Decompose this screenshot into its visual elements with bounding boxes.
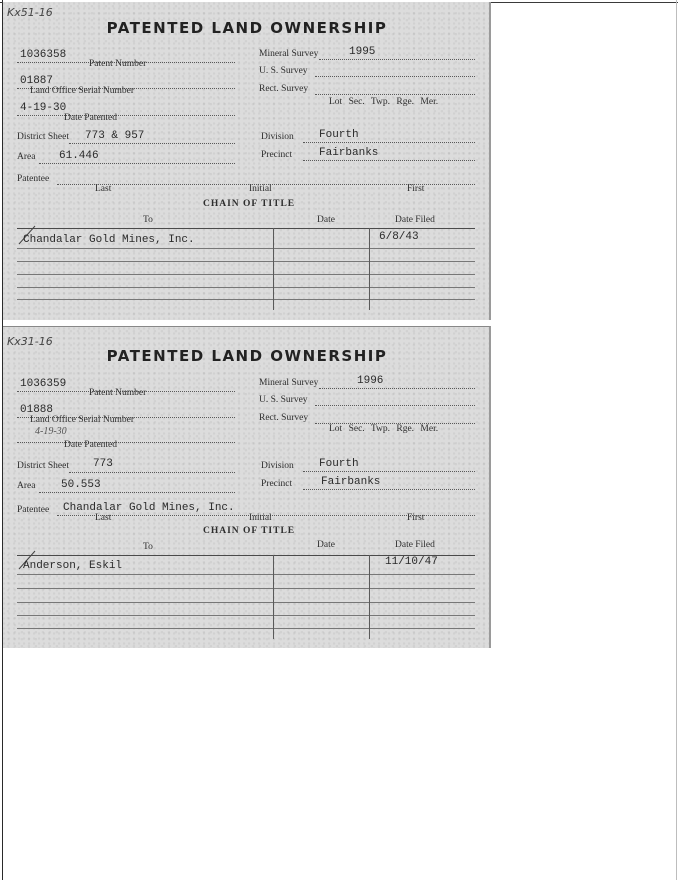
chain-of-title-heading: CHAIN OF TITLE xyxy=(203,526,296,536)
area-value: 61.446 xyxy=(59,150,99,162)
patentee-label: Patentee xyxy=(17,174,50,184)
precinct-value: Fairbanks xyxy=(319,147,379,159)
table-rule xyxy=(17,299,475,300)
table-rule xyxy=(17,588,475,589)
us-survey-label: U. S. Survey xyxy=(259,66,308,76)
rect-survey-label: Rect. Survey xyxy=(259,413,309,423)
district-sheet-line xyxy=(69,143,235,144)
precinct-line xyxy=(303,160,475,161)
patentee-label: Patentee xyxy=(17,505,50,515)
rect-survey-line xyxy=(315,94,475,95)
patent-number-label: Patent Number xyxy=(89,59,147,69)
serial-number-label: Land Office Serial Number xyxy=(30,86,135,96)
mineral-survey-value: 1996 xyxy=(357,375,384,387)
chain-col-to: To xyxy=(143,215,153,225)
chain-row-to: Anderson, Eskil xyxy=(23,560,123,572)
rect-survey-headers: Lot Sec. Twp. Rge. Mer. xyxy=(329,424,439,434)
area-label: Area xyxy=(17,481,36,491)
patentee-initial-label: Initial xyxy=(249,184,272,194)
rect-survey-headers: Lot Sec. Twp. Rge. Mer. xyxy=(329,97,439,107)
patentee-last-label: Last xyxy=(95,513,112,523)
table-column-divider xyxy=(273,228,274,310)
mineral-survey-line xyxy=(319,59,475,60)
rect-survey-label: Rect. Survey xyxy=(259,84,309,94)
precinct-label: Precinct xyxy=(261,150,293,160)
table-rule xyxy=(17,574,475,575)
table-rule xyxy=(17,615,475,616)
card-reference-mark: Kx31-16 xyxy=(7,335,53,348)
division-value: Fourth xyxy=(319,129,359,141)
area-value: 50.553 xyxy=(61,479,101,491)
patentee-first-label: First xyxy=(407,184,425,194)
chain-col-date-filed: Date Filed xyxy=(395,215,435,225)
patentee-first-label: First xyxy=(407,513,425,523)
serial-number-value: 01887 xyxy=(20,75,54,87)
chain-row-date-filed: 6/8/43 xyxy=(379,231,419,243)
table-rule xyxy=(17,228,475,229)
precinct-label: Precinct xyxy=(261,479,293,489)
division-value: Fourth xyxy=(319,458,359,470)
us-survey-line xyxy=(315,405,475,406)
division-label: Division xyxy=(261,132,294,142)
chain-of-title-heading: CHAIN OF TITLE xyxy=(203,199,296,209)
table-column-divider xyxy=(369,555,370,639)
card-title: PATENTED LAND OWNERSHIP xyxy=(106,19,388,37)
table-rule xyxy=(17,628,475,629)
area-line xyxy=(39,163,235,164)
us-survey-line xyxy=(315,76,475,77)
table-column-divider xyxy=(369,228,370,310)
district-sheet-value: 773 xyxy=(93,458,113,470)
district-sheet-value: 773 & 957 xyxy=(85,130,145,142)
area-line xyxy=(39,492,235,493)
patent-number-label: Patent Number xyxy=(89,388,147,398)
serial-number-value: 01888 xyxy=(20,404,54,416)
page-edge-right xyxy=(676,0,677,880)
division-label: Division xyxy=(261,461,294,471)
division-line xyxy=(303,471,475,472)
district-sheet-label: District Sheet xyxy=(17,461,69,471)
patentee-last-label: Last xyxy=(95,184,112,194)
table-column-divider xyxy=(273,555,274,639)
chain-col-to: To xyxy=(143,542,153,552)
district-sheet-label: District Sheet xyxy=(17,132,69,142)
mineral-survey-label: Mineral Survey xyxy=(259,378,319,388)
district-sheet-line xyxy=(69,472,235,473)
patent-number-value: 1036358 xyxy=(20,49,67,61)
mineral-survey-line xyxy=(319,388,475,389)
chain-col-date: Date xyxy=(317,215,335,225)
date-patented-value: 4-19-30 xyxy=(20,102,67,114)
date-patented-handwritten-note: 4-19-30 xyxy=(35,426,67,437)
date-patented-label: Date Patented xyxy=(64,440,118,450)
division-line xyxy=(303,142,475,143)
precinct-line xyxy=(303,489,475,490)
patentee-value: Chandalar Gold Mines, Inc. xyxy=(63,502,235,514)
chain-col-date-filed: Date Filed xyxy=(395,540,435,550)
table-rule xyxy=(17,287,475,288)
chain-row-to: Chandalar Gold Mines, Inc. xyxy=(23,234,195,246)
table-rule xyxy=(17,261,475,262)
patentee-initial-label: Initial xyxy=(249,513,272,523)
mineral-survey-value: 1995 xyxy=(349,46,376,58)
patent-number-value: 1036359 xyxy=(20,378,67,390)
serial-number-label: Land Office Serial Number xyxy=(30,415,135,425)
date-patented-line xyxy=(17,442,235,443)
table-rule xyxy=(17,248,475,249)
chain-col-date: Date xyxy=(317,540,335,550)
land-ownership-card xyxy=(3,326,491,648)
mineral-survey-label: Mineral Survey xyxy=(259,49,319,59)
table-rule xyxy=(17,274,475,275)
precinct-value: Fairbanks xyxy=(321,476,381,488)
table-rule xyxy=(17,602,475,603)
us-survey-label: U. S. Survey xyxy=(259,395,308,405)
card-title: PATENTED LAND OWNERSHIP xyxy=(106,347,388,365)
area-label: Area xyxy=(17,152,36,162)
card-reference-mark: Kx51-16 xyxy=(7,6,53,19)
date-patented-line xyxy=(17,115,235,116)
date-patented-label: Date Patented xyxy=(64,113,118,123)
chain-row-date-filed: 11/10/47 xyxy=(385,556,438,568)
land-ownership-card xyxy=(3,2,491,320)
